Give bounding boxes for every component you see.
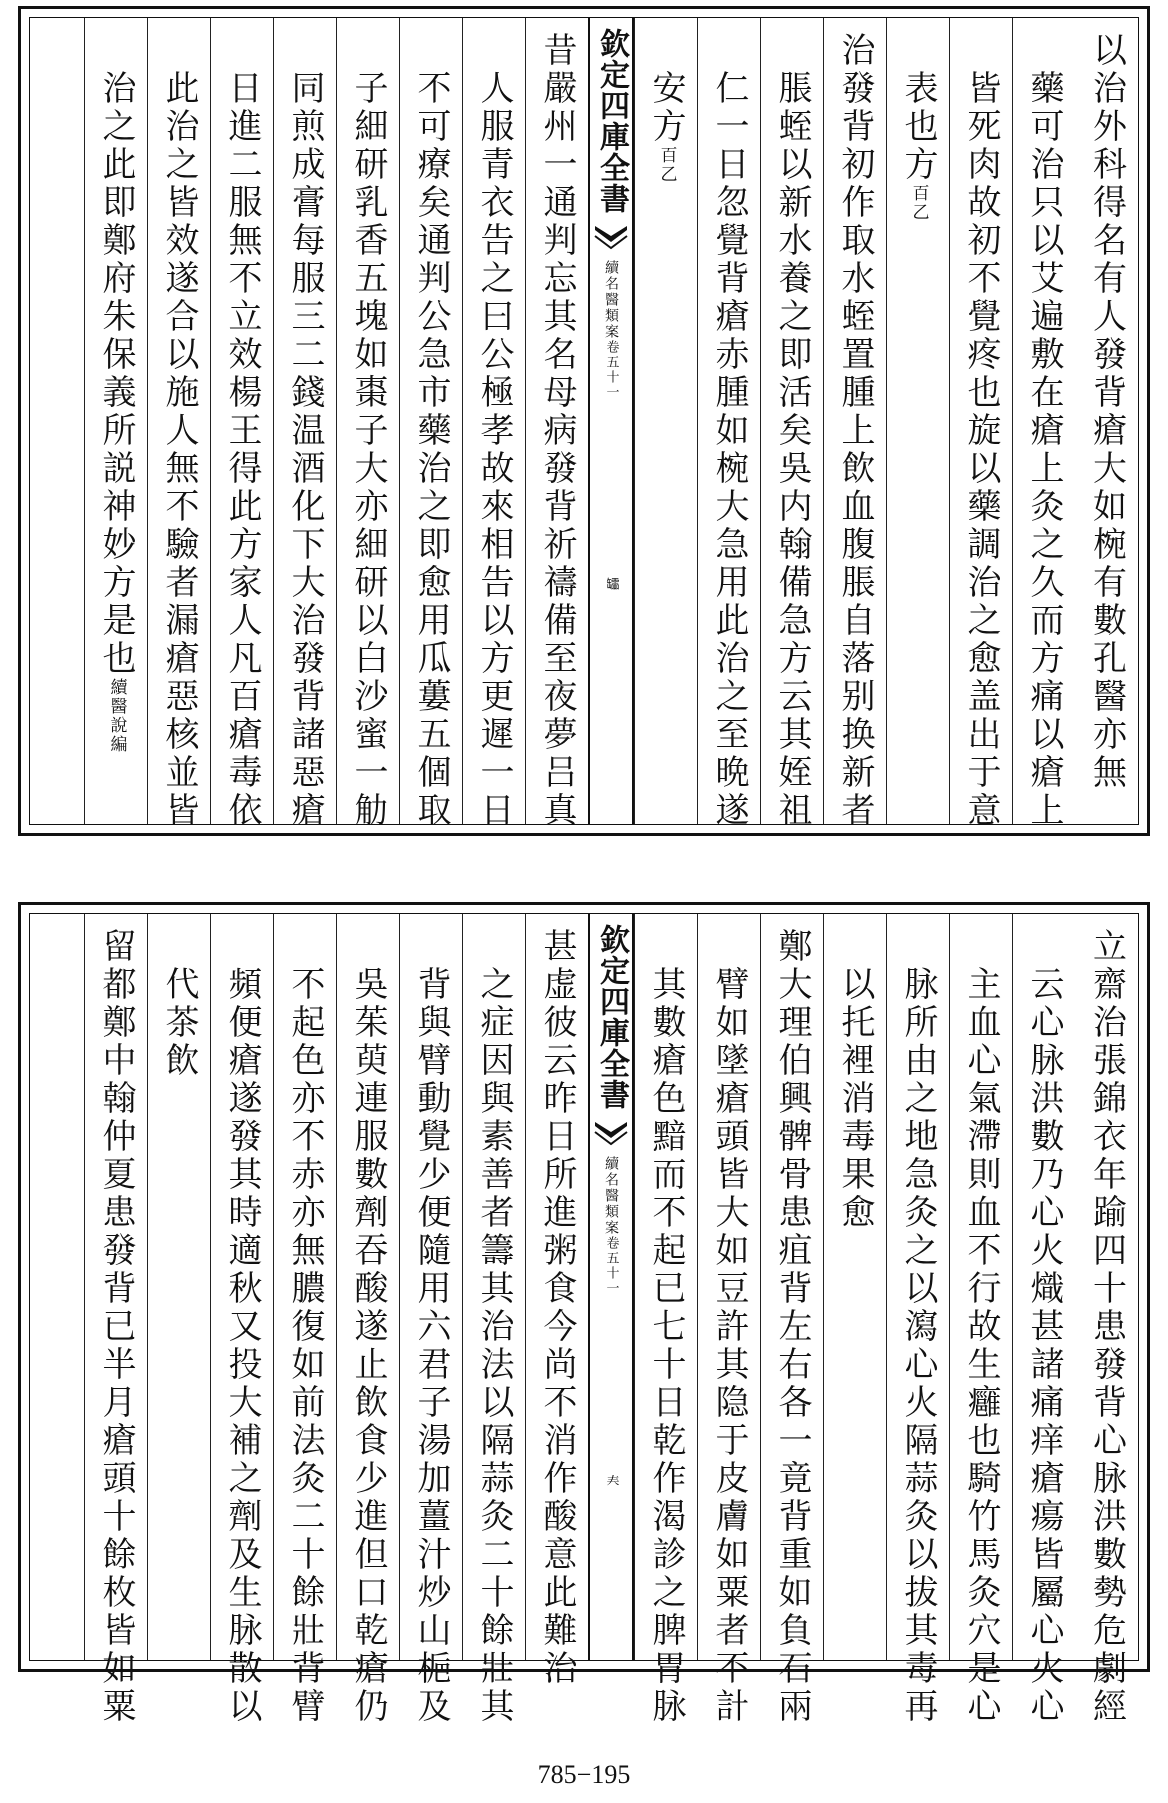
column-text: 昔嚴州一通判忘其名母病發背祈禱備至夜夢吕真 [537, 32, 577, 830]
text-column [886, 914, 949, 1726]
column-text: 不起色亦不赤亦無膿復如前法灸二十餘壯背臂 [285, 966, 325, 1726]
fish-tail-ornament-icon [594, 224, 628, 250]
column-text: 藥可治只以艾遍敷在瘡上灸之久而方痛以瘡上 [1024, 70, 1064, 830]
center-banner [588, 18, 634, 824]
column-text: 子細研乳香五塊如棗子大亦細研以白沙蜜一觔 [348, 70, 388, 830]
text-column [634, 914, 697, 1726]
text-column [1012, 18, 1075, 830]
column-text: 不可療矣通判公急市藥治之即愈用瓜蔞五個取 [411, 70, 451, 830]
text-column [525, 914, 588, 1688]
text-column [760, 18, 823, 830]
volume-label: 卷五十一 [603, 340, 619, 400]
volume-label: 卷五十一 [603, 1236, 619, 1296]
text-column [949, 18, 1012, 830]
library-title: 欽定四庫全書 [594, 924, 629, 1110]
column-text: 以治外科得名有人發背瘡大如椀有數孔醫亦無 [1086, 32, 1127, 792]
column-text: 皆死肉故初不覺疼也旋以藥調治之愈盖出于意 [961, 70, 1001, 830]
text-column [462, 914, 525, 1726]
top-page [18, 6, 1150, 836]
column-text: 主血心氣滯則血不行故生癰也騎竹馬灸穴是心 [961, 966, 1001, 1726]
book-title: 續名醫類案 [603, 1156, 619, 1236]
text-column [210, 18, 273, 830]
book-title: 續名醫類案 [603, 260, 619, 340]
column-text: 代茶飲 [159, 966, 199, 1080]
text-column [336, 18, 399, 830]
text-column [1012, 914, 1075, 1726]
text-column [634, 18, 697, 824]
text-column [84, 914, 147, 1726]
bottom-page-frame [29, 913, 1139, 1726]
text-column [273, 914, 336, 1726]
column-text: 背與臂動覺少便隨用六君子湯加薑汁炒山梔及 [411, 966, 451, 1726]
text-column [399, 914, 462, 1726]
column-text: 頻便瘡遂發其時適秋又投大補之劑及生脉散以 [222, 966, 262, 1726]
text-column [84, 18, 147, 824]
column-text: 表也方 [898, 70, 938, 184]
column-text: 吳茱萸連服數劑吞酸遂止飲食少進但口乾瘡仍 [348, 966, 388, 1726]
bottom-page [18, 902, 1150, 1726]
column-text: 云心脉洪數乃心火熾甚諸痛痒瘡瘍皆屬心火心 [1024, 966, 1064, 1726]
column-text: 鄭大理伯興髀骨患疽背左右各一竟背重如負石兩 [772, 928, 812, 1726]
column-text: 臂如墜瘡頭皆大如豆許其隐于皮膚如粟者不計 [709, 966, 749, 1726]
text-column [147, 914, 210, 1660]
fish-tail-ornament-icon [594, 1120, 628, 1146]
text-column [525, 18, 588, 830]
text-column [210, 914, 273, 1726]
text-column [1075, 18, 1138, 824]
column-text: 同煎成膏每服三二錢温酒化下大治發背諸惡瘡 [285, 70, 325, 830]
source-note: 續醫說編 [106, 678, 127, 754]
text-column [336, 914, 399, 1726]
text-column [886, 18, 949, 824]
page-number-footer: 785−195 [537, 1760, 631, 1789]
text-column [697, 914, 760, 1726]
text-column [273, 18, 336, 830]
folio-number: 𡗗 [603, 1474, 619, 1487]
text-column [760, 914, 823, 1726]
column-text: 仁一日忽覺背瘡赤腫如椀大急用此治之至晩遂 [709, 70, 749, 830]
column-text: 安方 [646, 70, 686, 146]
text-column [823, 18, 886, 830]
library-title: 欽定四庫全書 [594, 28, 629, 214]
source-note: 百乙 [656, 146, 677, 184]
column-text: 人服青衣告之曰公極孝故來相告以方更遲一日 [474, 70, 514, 830]
column-text: 日進二服無不立效楊王得此方家人凡百瘡毒依 [222, 70, 262, 830]
column-text: 立齋治張錦衣年踰四十患發背心脉洪數勢危劇經 [1086, 928, 1127, 1726]
column-text: 其數瘡色黯而不起已七十日乾作渴診之脾胃脉 [646, 966, 686, 1726]
text-column [949, 914, 1012, 1726]
text-column [697, 18, 760, 830]
text-column [399, 18, 462, 830]
column-text: 以托裡消毒果愈 [835, 966, 875, 1232]
source-note: 百乙 [908, 184, 929, 222]
column-text: 留都鄭中翰仲夏患發背已半月瘡頭十餘枚皆如粟 [96, 928, 136, 1726]
text-column [462, 18, 525, 830]
column-text: 脉所由之地急灸之以瀉心火隔蒜灸以拔其毒再 [898, 966, 938, 1726]
text-column [1075, 914, 1138, 1726]
folio-number: 𦉢 [604, 578, 619, 591]
text-column [147, 18, 210, 830]
column-text: 脹蛭以新水養之即活矣吳内翰備急方云其姪祖 [772, 70, 812, 830]
column-text: 此治之皆效遂合以施人無不驗者漏瘡惡核並皆 [159, 70, 199, 830]
column-text: 之症因與素善者籌其治法以隔蒜灸二十餘壯其 [474, 966, 514, 1726]
column-text: 治之此即鄭府朱保義所説神妙方是也 [96, 70, 136, 678]
column-text: 甚虚彼云昨日所進粥食今尚不消作酸意此難治 [537, 928, 577, 1688]
text-column [823, 914, 886, 1660]
top-page-frame [29, 17, 1139, 830]
column-text: 治發背初作取水蛭置腫上飲血腹脹自落别换新者 [835, 32, 875, 830]
center-banner [588, 914, 634, 1660]
